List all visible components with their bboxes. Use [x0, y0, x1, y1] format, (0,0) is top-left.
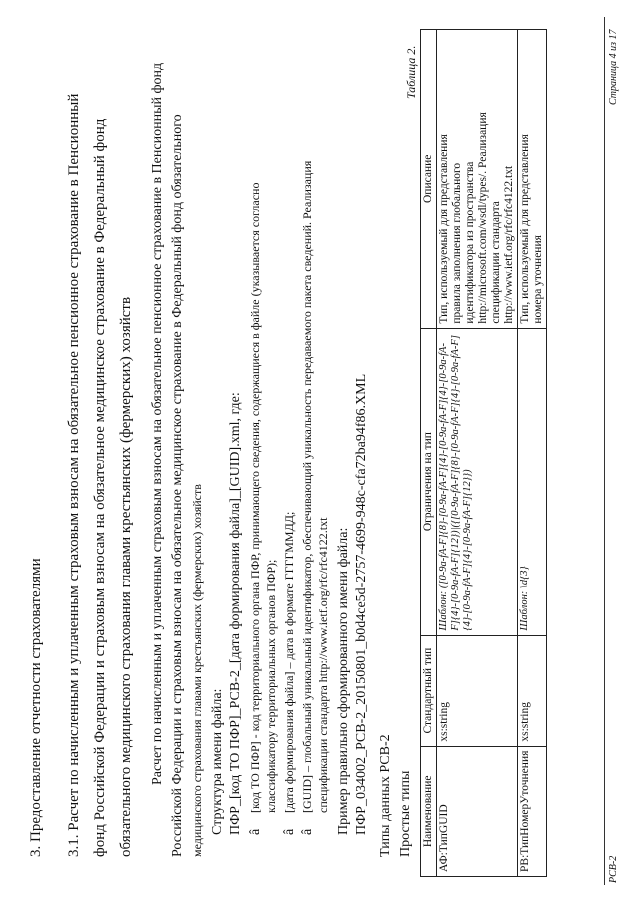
footer-left: РСВ-2	[608, 855, 619, 883]
header-description: Описание	[421, 30, 437, 329]
bullet-3-line-1: [GUID] – глобальный уникальный идентификатор, обеспечивающий уникальность передаваемого пакета сведений. Реализация	[300, 160, 314, 813]
cell-name: РВ:ТипНомерУточнения	[518, 746, 547, 876]
simple-types-heading: Простые типы	[398, 770, 413, 857]
bullet-marker-3: â	[300, 828, 315, 835]
description-line: номера уточнения	[532, 235, 544, 324]
structure-value: ПФР_[код ТО ПФР]_РСВ-2_[дата формирования файла]_[GUID].xml, где:	[228, 392, 243, 835]
footer-divider	[604, 17, 605, 885]
cell-restrictions: Шаблон: ([0-9a-fA-F]{8}-[0-9a-fA-F]{4}-[0-9a-fA-F]{4}-[0-9a-fA-F]{4}-[0-9a-fA-F]{12})|({[0-9a-fA-F]{8}-[0-9a-fA-F]{4}-[0-9a-fA-F]{4}-[0-9a-fA-F]{4}-[0-9a-fA-F]{12}})	[437, 328, 518, 635]
table-header-row	[421, 30, 437, 877]
paragraph-line-3: медицинского страхования главами крестьянских (фермерских) хозяйств	[190, 484, 204, 857]
cell-standard-type: xs:string	[437, 635, 518, 746]
paragraph-line-2: Российской Федерации и страховым взносам на обязательное медицинское страхование в Федеральный фонд обязательного	[170, 114, 185, 857]
example-value: ПФР_034002_РСВ-2_20150801_b0d4ce5d-2757-4699-948c-cfa72ba94f86.XML	[354, 373, 369, 835]
bullet-1-line-1: [код ТО ПФР] - код территориального органа ПФР, принимающего сведения, содержащиеся в файле (указывается согласно	[248, 182, 262, 813]
types-table	[420, 29, 547, 877]
bullet-2-line-1: [дата формирования файла] – дата в формате ГГГГММДД;	[282, 511, 296, 813]
header-restrictions: Ограничения на тип	[421, 328, 437, 635]
section-title: 3. Предоставление отчетности страхователями	[28, 558, 44, 857]
description-line: Тип, используемый для представления	[438, 134, 450, 324]
cell-description	[518, 30, 547, 329]
description-line: правила заполнения глобального	[451, 162, 463, 324]
description-line: http://microsoft.com/wsdl/types/. Реализация	[477, 112, 489, 324]
subsection-title-line-2: фонд Российской Федерации и страховым взносам на обязательное медицинское страхование в Федеральный фонд	[92, 118, 108, 857]
table-row	[518, 30, 547, 877]
bullet-marker-2: â	[282, 828, 297, 835]
cell-name: АФ:ТипGUID	[437, 746, 518, 876]
cell-restrictions: Шаблон: \d{3}	[518, 328, 547, 635]
example-label: Пример правильно сформированного имени файла:	[336, 527, 351, 835]
bullet-1-line-2: классификатору территориальных органов ПФР);	[264, 559, 278, 813]
bullet-marker-1: â	[248, 828, 263, 835]
header-standard-type: Стандартный тип	[421, 635, 437, 746]
description-line: идентификатора из пространства	[464, 161, 476, 324]
table-caption: Таблица 2.	[404, 45, 418, 99]
cell-standard-type: xs:string	[518, 635, 547, 746]
table-row	[437, 30, 518, 877]
description-line: Тип, используемый для представления	[519, 134, 531, 324]
subsection-title-line-1: 3.1. Расчет по начисленным и уплаченным страховым взносам на обязательное пенсионное страхование в Пенсионный	[66, 93, 82, 857]
cell-description	[437, 30, 518, 329]
header-name: Наименование	[421, 746, 437, 876]
description-line: http://www.ietf.org/rfc/rfc4122.txt	[503, 165, 515, 324]
types-heading: Типы данных РСВ-2	[378, 734, 393, 857]
structure-label: Структура имени файла:	[210, 688, 225, 835]
bullet-3-line-2: спецификации стандарта http://www.ietf.org/rfc/rfc4122.txt	[316, 517, 330, 813]
footer-page-number: Страница 4 из 17	[608, 29, 619, 105]
paragraph-line-1: Расчет по начисленным и уплаченным страховым взносам на обязательное пенсионное страхование в Пенсионный фонд	[150, 62, 165, 785]
subsection-title-line-3: обязательного медицинского страхования главами крестьянских (фермерских) хозяйств	[118, 296, 134, 857]
description-line: спецификации стандарта	[490, 201, 502, 324]
